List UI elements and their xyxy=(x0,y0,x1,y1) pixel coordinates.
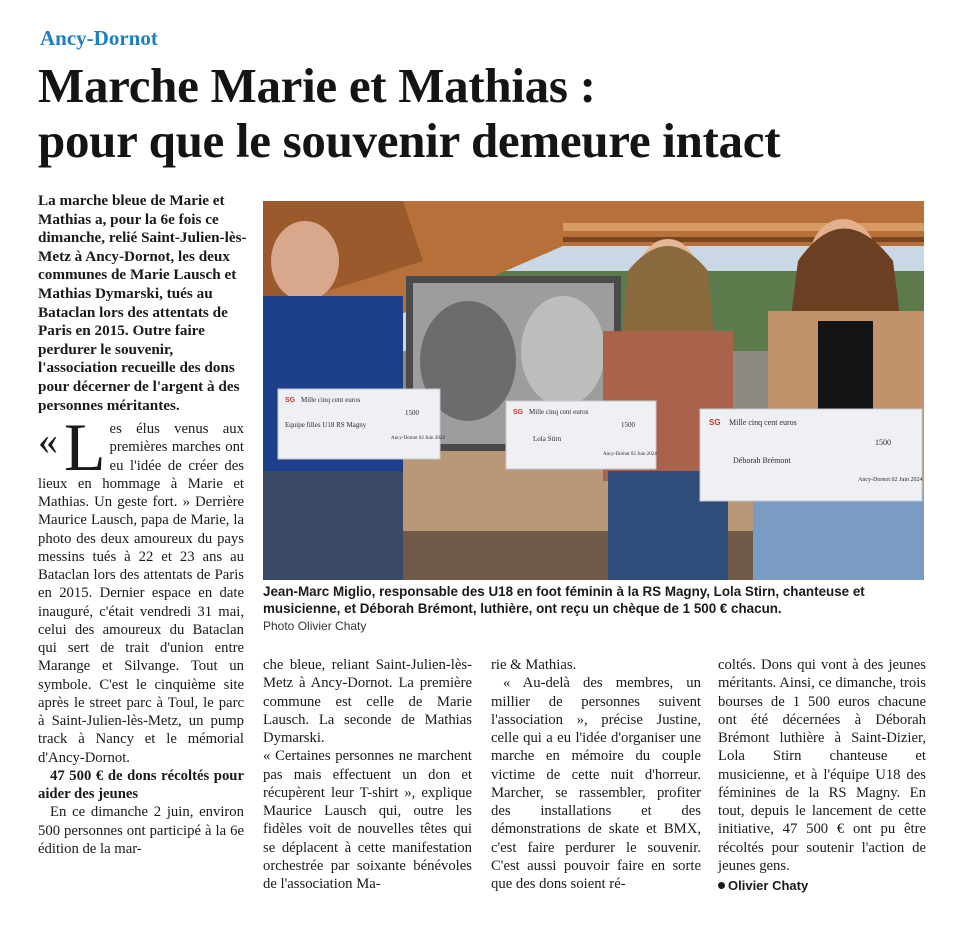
body-column-3 xyxy=(491,656,701,893)
opening-quote-mark: « xyxy=(38,418,58,463)
opening-paragraph xyxy=(38,409,244,767)
photo-credit: Photo Olivier Chaty xyxy=(263,619,367,633)
svg-text:SG: SG xyxy=(285,397,296,404)
svg-text:Ancy-Dornot 02 Juin 2024: Ancy-Dornot 02 Juin 2024 xyxy=(603,452,657,457)
drop-cap: L xyxy=(64,409,106,485)
svg-text:Ancy-Dornot 02 Juin 2024: Ancy-Dornot 02 Juin 2024 xyxy=(391,436,445,441)
svg-text:Déborah Brémont: Déborah Brémont xyxy=(733,456,791,465)
article-photo xyxy=(263,201,924,580)
byline-author: Olivier Chaty xyxy=(728,878,809,893)
svg-text:Mille cinq cent euros: Mille cinq cent euros xyxy=(729,418,797,427)
svg-text:1500: 1500 xyxy=(621,421,635,429)
svg-text:Mille cinq cent euros: Mille cinq cent euros xyxy=(529,408,589,416)
subheading: 47 500 € de dons récoltés pour aider des jeunes xyxy=(38,767,244,802)
headline-line-1: Marche Marie et Mathias : xyxy=(38,58,596,113)
headline-line-2: pour que le souvenir demeure intact xyxy=(38,113,781,168)
svg-text:1500: 1500 xyxy=(405,409,419,417)
body-column-2 xyxy=(263,656,472,893)
cheque-2 xyxy=(506,401,657,469)
column-4-paragraph-1: coltés. Dons qui vont à des jeunes méritants. Ainsi, ce dimanche, trois bourses de 1 500 euros chacune ont été décernées à Déborah Brémont luthière à Saint-Dizier, Lola Stirn chanteuse et musicienne, et à l'équipe U18 des féminines de la RS Magny. En tout, depuis le lancement de cette initiative, 47 500 € ont pu être récoltés pour soutenir l'action de jeunes gens. xyxy=(718,657,926,874)
photo-person-man-head xyxy=(271,221,339,301)
svg-text:1500: 1500 xyxy=(875,438,891,447)
photo-caption: Jean-Marc Miglio, responsable des U18 en foot féminin à la RS Magny, Lola Stirn, chanteuse et musicienne, et Déborah Brémont, luthière, ont reçu un chèque de 1 500 € chacun. xyxy=(263,584,865,616)
column-3-paragraph-1: rie & Mathias. xyxy=(491,657,577,673)
svg-text:SG: SG xyxy=(709,418,721,427)
svg-text:Ancy-Dornot 02 Juin 2024: Ancy-Dornot 02 Juin 2024 xyxy=(858,477,923,483)
cheque-3 xyxy=(700,409,923,501)
column-2-paragraph-2: « Certaines personnes ne marchent pas mais effectuent un don et récupèrent leur T-shirt », explique Maurice Lausch qui, outre les fidèles voit de nouvelles têtes qui se déplacent à cette manifestation orchestrée par soixante bénévoles de l'association Ma- xyxy=(263,748,472,892)
body-column-1 xyxy=(38,409,244,858)
column-2-paragraph-1: che bleue, reliant Saint-Julien-lès-Metz à Ancy-Dornot. La première commune est celle de Marie Lausch. La seconde de Mathias Dymarski. xyxy=(263,657,472,746)
byline-bullet-icon xyxy=(718,882,725,889)
byline xyxy=(718,877,926,895)
opening-paragraph-text: es élus venus aux premières marches ont eu l'idée de créer des lieux en hommage à Marie et Mathias. Un geste fort. » Derrière Maurice Lausch, papa de Marie, la photo des deux amoureux du pays messins tués à 22 et 23 ans au Bataclan lors des attentats de Paris en 2015. Dernier espace en date inauguré, c'était vendredi 31 mai, celui des amoureux du Bataclan qui sert de trait d'union entre Marange et Silvange. Tout un symbole. C'est le cinquième site après le street parc à Toul, le parc à Saint-Julien-lès-Metz, un pump track à Nancy et le mémorial d'Ancy-Dornot. xyxy=(38,421,244,766)
column-1-paragraph-2: En ce dimanche 2 juin, environ 500 personnes ont participé à la 6e édition de la mar- xyxy=(38,804,244,857)
headline xyxy=(38,58,958,168)
body-column-4 xyxy=(718,656,926,895)
svg-text:SG: SG xyxy=(513,409,524,416)
svg-text:Mille cinq cent euros: Mille cinq cent euros xyxy=(301,396,361,404)
section-kicker: Ancy-Dornot xyxy=(40,26,158,50)
svg-text:Equipe filles U18 RS Magny: Equipe filles U18 RS Magny xyxy=(285,421,367,429)
cheque-1 xyxy=(278,389,445,459)
lead-paragraph: La marche bleue de Marie et Mathias a, pour la 6e fois ce dimanche, relié Saint-Julien-lès-Metz à Ancy-Dornot, les deux communes de Marie Lausch et Mathias Dymarski, tués au Bataclan lors des attentats de Paris en 2015. Outre faire perdurer le souvenir, l'association recueille des dons pour décerner de l'argent à des personnes méritantes. xyxy=(38,192,247,414)
column-3-paragraph-2: « Au-delà des membres, un millier de personnes suivent l'association », précise Justine, celle qui a eu l'idée d'organiser une marche en mémoire du couple victime de cette nuit d'horreur. Marcher, se rassembler, profiter des installations et des démonstrations de skate et BMX, c'est faire perdurer le souvenir. C'est aussi pouvoir faire en sorte que des dons soient ré- xyxy=(491,675,701,892)
svg-text:Lola Stirn: Lola Stirn xyxy=(533,435,562,443)
